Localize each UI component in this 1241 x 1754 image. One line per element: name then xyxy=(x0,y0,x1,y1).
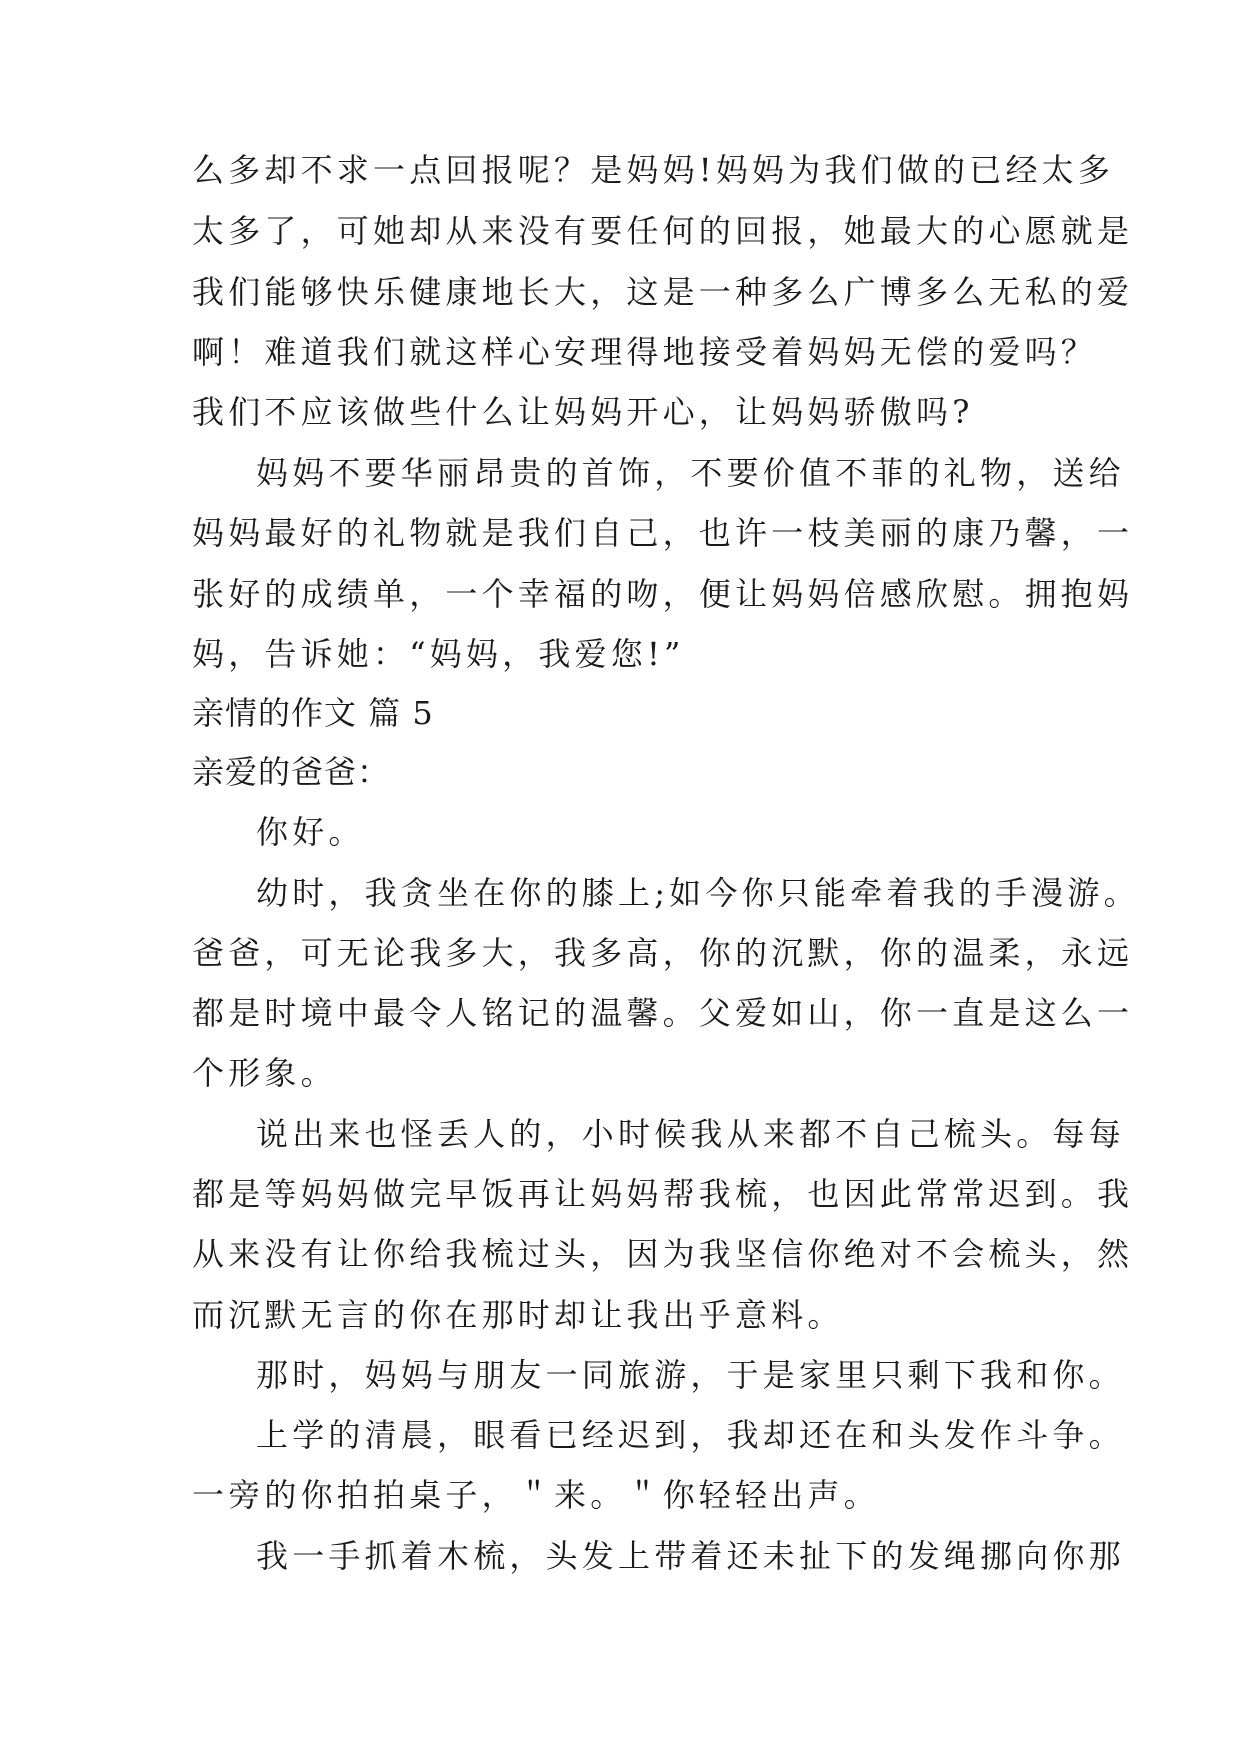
text-line: 我一手抓着木梳，头发上带着还未扯下的发绳挪向你那 xyxy=(256,1537,1125,1575)
text-line: 啊！难道我们就这样心安理得地接受着妈妈无偿的爱吗？ xyxy=(192,333,1098,371)
text-line: 我们不应该做些什么让妈妈开心，让妈妈骄傲吗? xyxy=(192,393,974,431)
text-line: 说出来也怪丢人的，小时候我从来都不自己梳头。每每 xyxy=(256,1115,1125,1153)
text-line: 么多却不求一点回报呢？是妈妈!妈妈为我们做的已经太多 xyxy=(192,151,1115,189)
text-line: 我们能够快乐健康地长大，这是一种多么广博多么无私的爱 xyxy=(192,273,1134,311)
section-heading: 亲情的作文 篇 5 xyxy=(192,694,434,732)
text-line: 个形象。 xyxy=(192,1054,337,1092)
text-line: 太多了，可她却从来没有要任何的回报，她最大的心愿就是 xyxy=(192,212,1134,250)
text-line: 你好。 xyxy=(256,813,365,851)
salutation: 亲爱的爸爸： xyxy=(192,753,391,791)
text-line: 妈妈最好的礼物就是我们自己，也许一枝美丽的康乃馨，一 xyxy=(192,514,1134,552)
text-line: 都是时境中最令人铭记的温馨。父爱如山，你一直是这么一 xyxy=(192,994,1134,1032)
text-line: 一旁的你拍拍桌子，＂来。＂你轻轻出声。 xyxy=(192,1476,880,1514)
text-line: 上学的清晨，眼看已经迟到，我却还在和头发作斗争。 xyxy=(256,1416,1125,1454)
text-line: 而沉默无言的你在那时却让我出乎意料。 xyxy=(192,1296,844,1334)
text-line: 妈妈不要华丽昂贵的首饰，不要价值不菲的礼物，送给 xyxy=(256,454,1125,492)
text-line: 张好的成绩单，一个幸福的吻，便让妈妈倍感欣慰。拥抱妈 xyxy=(192,575,1134,613)
text-line: 爸爸，可无论我多大，我多高，你的沉默，你的温柔，永远 xyxy=(192,934,1134,972)
text-line: 从来没有让你给我梳过头，因为我坚信你绝对不会梳头，然 xyxy=(192,1235,1134,1273)
text-line: 妈，告诉她：“妈妈，我爱您!” xyxy=(192,635,685,673)
text-line: 都是等妈妈做完早饭再让妈妈帮我梳，也因此常常迟到。我 xyxy=(192,1175,1134,1213)
text-line: 幼时，我贪坐在你的膝上;如今你只能牵着我的手漫游。 xyxy=(256,874,1140,912)
text-line: 那时，妈妈与朋友一同旅游，于是家里只剩下我和你。 xyxy=(256,1356,1125,1394)
